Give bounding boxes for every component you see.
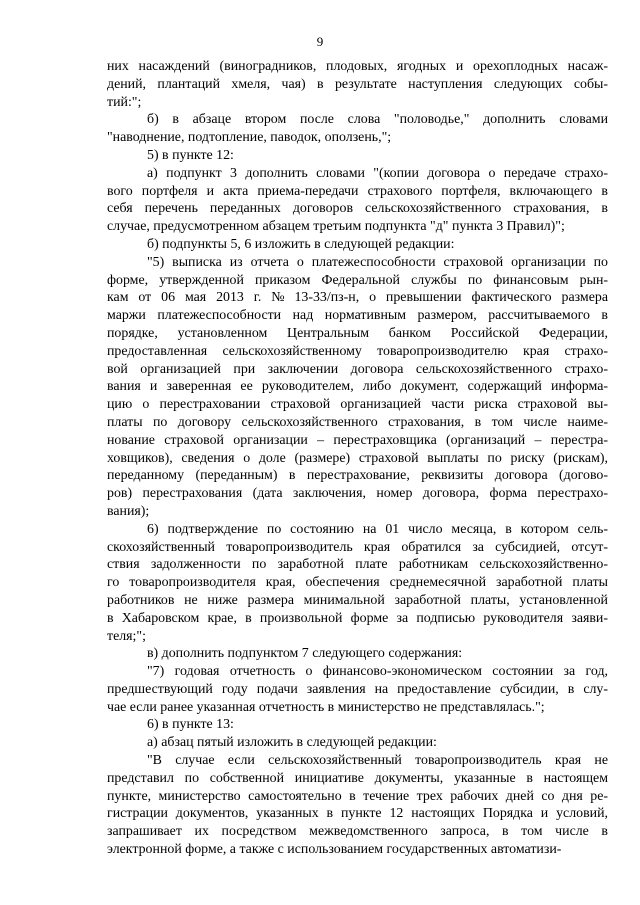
- text-line: представил по собственной инициативе документы, указанные в настоящем: [107, 770, 608, 786]
- text-line: а) подпункт 3 дополнить словами "(копии договора о передаче страхо-: [147, 165, 608, 181]
- text-line: ховщиков), сведения о доле (размере) страховой выплаты по риску (рискам),: [107, 450, 608, 466]
- text-line: го товаропроизводителя края, обеспечения среднемесячной заработной платы: [107, 575, 608, 591]
- text-line: вания);: [107, 503, 150, 519]
- text-line: случае, предусмотренном абзацем третьим подпункта "д" пункта 3 Правил)";: [107, 219, 565, 235]
- paragraph: [107, 734, 608, 752]
- text-line: "наводнение, подтопление, паводок, оползень,";: [107, 130, 392, 146]
- page-number: 9: [316, 34, 324, 49]
- text-line: дений, плантаций хмеля, чая) в результате наступления следующих собы-: [107, 76, 608, 92]
- text-line: "7) годовая отчетность о финансово-экономическом состоянии за год,: [147, 664, 608, 680]
- text-line: 6) в пункте 13:: [147, 717, 234, 733]
- paragraph: [107, 58, 608, 111]
- text-line: вания и заверенная ее руководителем, либо документ, содержащий информа-: [107, 379, 608, 395]
- text-line: нование страховой организации – перестраховщика (организаций – перестра-: [107, 432, 608, 448]
- paragraph: [107, 645, 608, 663]
- text-line: работников не ниже размера минимальной заработной платы, установленной: [107, 592, 608, 608]
- text-line: "В случае если сельскохозяйственный товаропроизводитель края не: [147, 753, 608, 769]
- paragraph: [107, 752, 608, 859]
- paragraph: [107, 111, 608, 147]
- text-line: них насаждений (виноградников, плодовых, ягодных и орехоплодных насаж-: [107, 59, 608, 74]
- text-line: а) абзац пятый изложить в следующей редакции:: [147, 735, 437, 751]
- text-line: ствия задолженности по заработной плате работникам сельскохозяйственно-: [107, 557, 608, 573]
- paragraph: [107, 254, 608, 521]
- paragraph: [107, 236, 608, 254]
- text-line: электронной форме, а также с использованием государственных автоматизи-: [107, 842, 562, 858]
- text-line: маржи платежеспособности над нормативным размером, рассчитываемого в: [107, 308, 608, 324]
- text-line: б) в абзаце втором после слова "половодье," дополнить словами: [147, 112, 608, 128]
- text-line: кам от 06 мая 2013 г. № 13-33/пз-н, о превышении фактического размера: [107, 290, 608, 306]
- paragraph: [107, 165, 608, 236]
- text-line: предшествующий году подачи заявления на предоставление субсидии, в слу-: [107, 681, 608, 697]
- text-line: себя перечень переданных договоров сельскохозяйственного страхования, в: [107, 201, 608, 217]
- paragraph: [107, 663, 608, 716]
- text-line: в Хабаровском крае, в произвольной форме за подписью руководителя заяви-: [107, 610, 608, 626]
- document-body: [107, 58, 608, 859]
- text-line: б) подпункты 5, 6 изложить в следующей редакции:: [147, 236, 455, 252]
- text-line: порядке, установленном Центральным банком Российской Федерации,: [107, 325, 608, 341]
- text-line: теля;";: [107, 628, 146, 644]
- text-line: платы по договору сельскохозяйственного страхования, в том числе наиме-: [107, 414, 608, 430]
- text-line: вого портфеля и акта приема-передачи страхового портфеля, включающего в: [107, 183, 608, 199]
- text-line: скохозяйственный товаропроизводитель края обратился за субсидией, отсут-: [107, 539, 608, 555]
- paragraph: [107, 716, 608, 734]
- text-line: запрашивает их посредством межведомственного запроса, в том числе в: [107, 824, 608, 840]
- paragraph: [107, 147, 608, 165]
- text-line: цию о перестраховании страховой организацией части риска страховой вы-: [107, 397, 608, 413]
- text-line: гистрации документов, указанных в пункте 12 настоящих Порядка и условий,: [107, 806, 608, 822]
- text-line: форме, утвержденной приказом Федеральной службы по финансовым рын-: [107, 272, 608, 288]
- paragraph: [107, 521, 608, 646]
- text-line: переданному (переданным) в перестрахование, реквизиты договора (догово-: [107, 468, 608, 484]
- text-line: чае если ранее указанная отчетность в министерство не представлялась.";: [107, 699, 545, 715]
- text-line: предоставленная сельскохозяйственному товаропроизводителю края страхо-: [107, 343, 608, 359]
- text-line: ров) перестрахования (дата заключения, номер договора, форма перестрахо-: [107, 486, 608, 502]
- text-line: вой организацией при заключении договора сельскохозяйственного страхо-: [107, 361, 608, 377]
- text-line: 6) подтверждение по состоянию на 01 число месяца, в котором сель-: [147, 521, 608, 537]
- text-line: тий:";: [107, 94, 142, 110]
- text-line: "5) выписка из отчета о платежеспособности страховой организации по: [147, 254, 608, 270]
- text-line: в) дополнить подпунктом 7 следующего содержания:: [147, 646, 463, 662]
- text-line: пункте, министерство самостоятельно в течение трех рабочих дней со дня ре-: [107, 788, 608, 804]
- text-line: 5) в пункте 12:: [147, 147, 234, 163]
